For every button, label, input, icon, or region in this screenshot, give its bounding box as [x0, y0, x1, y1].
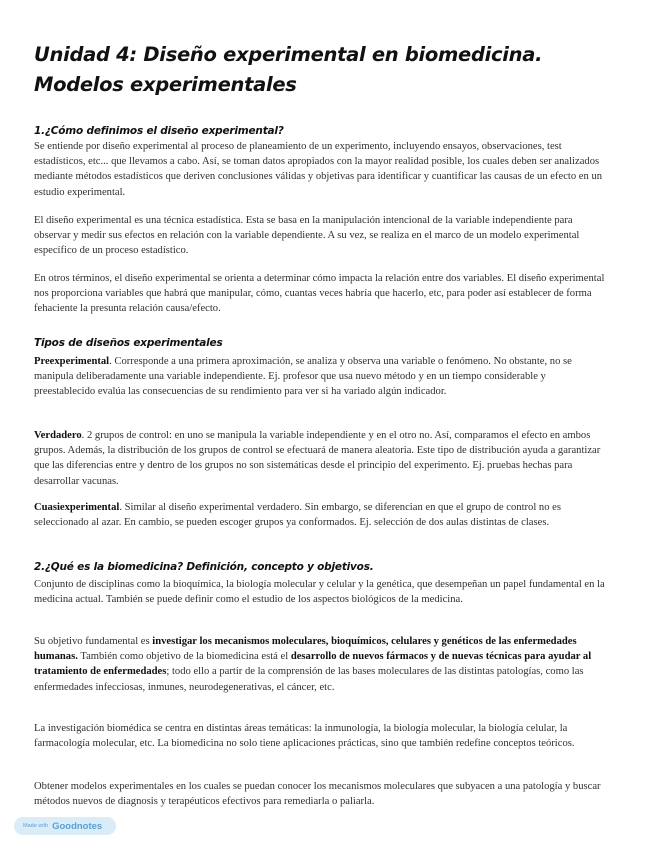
paragraph-definicion: Se entiende por diseño experimental al proceso de planeamiento de un experimento, incluyendo ensayos, observaciones, test estadísticos, etc... que llevamos a cabo. Así, se toman datos apropiados con la mayor realidad posible, los cuales deben ser analizados mediante métodos estadísticos que deriven conclusiones válidas y objetivas para identificar y cuantificar las causas de un efecto en un estudio experimental.: [34, 141, 603, 198]
section-heading-tipos: Tipos de diseños experimentales: [34, 337, 223, 349]
section-heading-diseno: 1.¿Cómo definimos el diseño experimental?: [34, 125, 284, 137]
text-preexperimental: . Corresponde a una primera aproximación, se analiza y observa una variable o fenómeno. No obstante, no se manipula deliberadamente una variable independiente. Ej. profesor que usa nuevo método y en un tiempo considerable y preestablecido evalúa las consecuencias de su rendimiento para ver si ha variado algún indicador.: [34, 356, 572, 398]
paragraph-modelos: Obtener modelos experimentales en los cuales se puedan conocer los mecanismos moleculares que subyacen a una patología y buscar métodos nuevos de diagnosis y terapéuticos efectivos para remediarla o paliarla.: [34, 781, 601, 808]
term-cuasiexperimental: Cuasiexperimental: [34, 502, 120, 513]
objetivo-intro: Su objetivo fundamental es: [34, 636, 153, 647]
objetivo-tambien: También como objetivo de la biomedicina está el: [77, 651, 291, 663]
text-verdadero: . 2 grupos de control: en uno se manipula la variable independiente y en el otro no. Así, comparamos el efecto en ambos grupos. Además, la distribución de los grupos de control se efectuará de manera aleatoria. Este tipo de distribución ayuda a garantizar que las diferencias entre y dentro de los grupos no son sistemáticas desde el principio del experimento. Ej. pruebas hechas para desarrollar vacunas.: [34, 430, 601, 487]
paragraph-investigacion: La investigación biomédica se centra en distintas áreas temáticas: la inmunología, la biología molecular, la biología celular, la farmacología molecular, etc. La biomedicina no solo tiene aplicaciones prácticas, sino que también redefine conceptos teóricos.: [34, 723, 575, 750]
objetivo-desarrollo: desarrollo de nuevos fármacos y de nuevas técnicas para ayudar al tratamiento de enfermedades: [34, 651, 592, 678]
paragraph-otros-terminos: En otros términos, el diseño experimental se orienta a determinar cómo impacta la relación entre dos variables. El diseño experimental nos proporciona variables que habrá que manipular, cómo, cuantas veces habría que hacerlo, etc, para poder así establecer de forma fehaciente la presunta relación causa/efecto.: [34, 273, 605, 315]
term-preexperimental: Preexperimental: [34, 356, 110, 367]
paragraph-objetivo: [34, 634, 608, 695]
objetivo-resto: ; todo ello a partir de la comprensión de las bases moleculares de las distintas patologías, como las enfermedades infecciosas, inmunes, neurodegenerativas, el cáncer, etc.: [34, 666, 584, 693]
badge-brand: Goodnotes: [52, 820, 103, 832]
term-verdadero: Verdadero: [34, 430, 82, 441]
page-title: Unidad 4: Diseño experimental en biomedicina. Modelos experimentales: [34, 43, 543, 96]
type-verdadero: [34, 428, 608, 489]
objetivo-investigar: investigar los mecanismos moleculares, bioquímicos, celulares y genéticos de las enfermedades humanas.: [34, 636, 577, 663]
goodnotes-badge[interactable]: [14, 817, 116, 835]
badge-made-with: Made with: [23, 823, 49, 829]
paragraph-conjunto: Conjunto de disciplinas como la bioquímica, la biología molecular y celular y la genética, que desempeñan un papel fundamental en la medicina actual. También se puede definir como el estudio de los aspectos biológicos de la medicina.: [34, 579, 605, 606]
type-cuasiexperimental: [34, 500, 608, 530]
text-cuasiexperimental: . Similar al diseño experimental verdadero. Sin embargo, se diferencian en que el grupo de control no es seleccionado al azar. En cambio, se pueden escoger grupos ya conformados. Ej. selección de dos aulas distintas de clases.: [34, 502, 562, 529]
paragraph-tecnica-estadistica: El diseño experimental es una técnica estadística. Esta se basa en la manipulación intencional de la variable independiente para observar y medir sus efectos en relación con la variable dependiente. A su vez, se realiza en el marco de un modelo experimental específico de un proceso estadístico.: [34, 215, 580, 257]
section-heading-biomedicina: 2.¿Qué es la biomedicina? Definición, concepto y objetivos.: [34, 561, 374, 573]
type-preexperimental: [34, 354, 608, 400]
